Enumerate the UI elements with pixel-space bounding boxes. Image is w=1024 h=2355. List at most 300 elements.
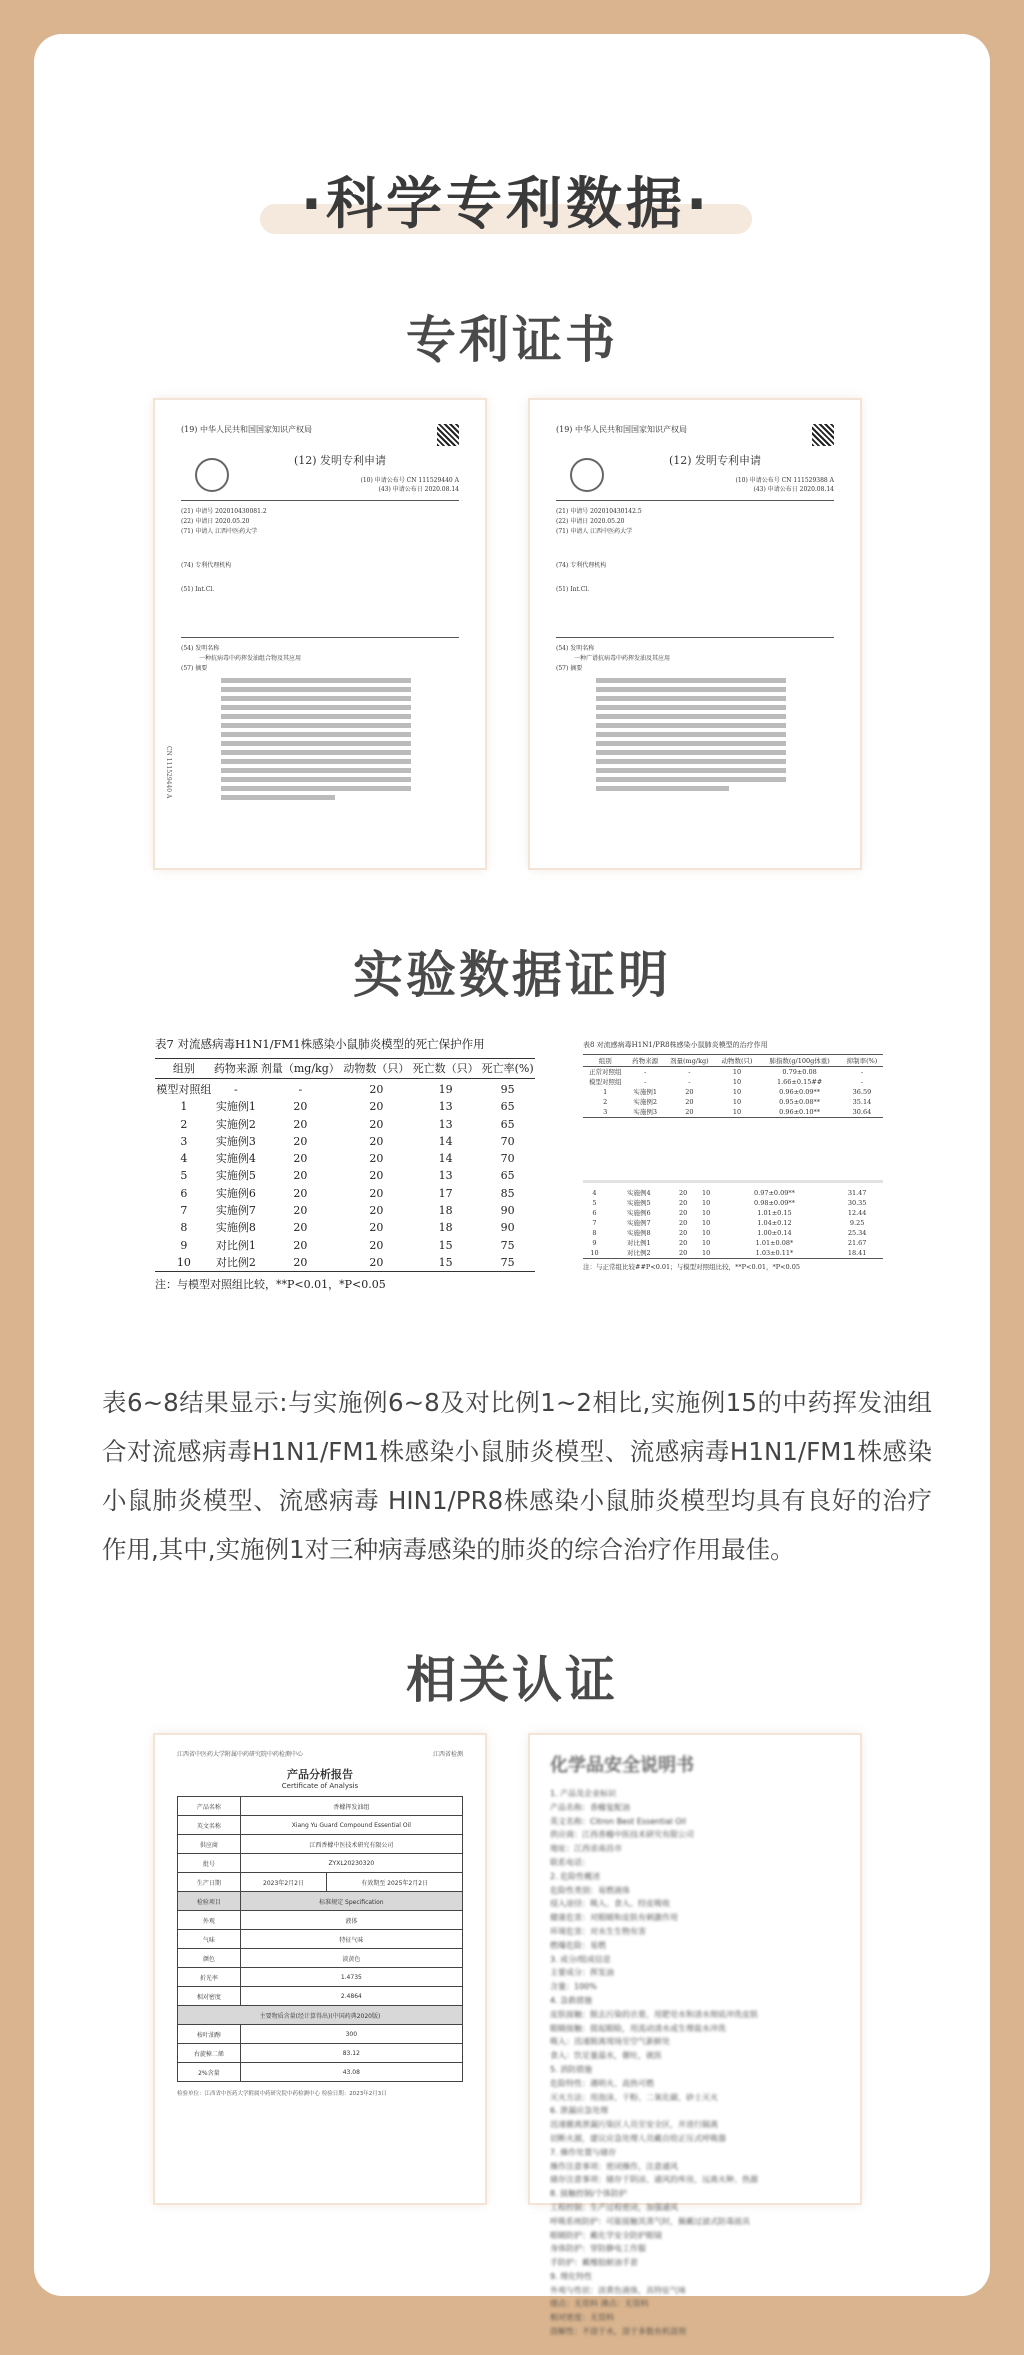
table-cell: 实施例4 bbox=[215, 1152, 256, 1166]
coa-row bbox=[178, 1949, 463, 1968]
coa-value-cell: 有效期至 2025年2月2日 bbox=[327, 1873, 463, 1892]
table-cell: 20 bbox=[369, 1117, 384, 1131]
patent-type: (12) 发明专利申请 bbox=[293, 454, 387, 467]
table-cell: - bbox=[298, 1083, 303, 1096]
results-paragraph: 表6~8结果显示:与实施例6~8及对比例1~2相比,实施例15的中药挥发油组合对流感病毒H1N1/FM1株感染小鼠肺炎模型、流感病毒H1N1/FM1株感染小鼠肺炎模型、流感病毒 HIN1/PR8株感染小鼠肺炎模型均具有良好的治疗作用,其中,实施例1对三种病毒感染的肺炎的综合治疗作用最佳。 bbox=[102, 1388, 932, 1564]
coa-label-cell: 产品名称 bbox=[178, 1797, 241, 1816]
table-cell: 2 bbox=[180, 1117, 188, 1131]
patent-type: (12) 发明专利申请 bbox=[668, 454, 762, 467]
table-row bbox=[583, 1218, 883, 1228]
patent-biblio bbox=[181, 507, 459, 631]
table-cell: 35.14 bbox=[852, 1098, 872, 1106]
main-title: ·科学专利数据· bbox=[300, 172, 712, 237]
table8-bottom bbox=[583, 1188, 883, 1259]
table-row bbox=[583, 1198, 883, 1208]
table-cell: 1 bbox=[603, 1088, 608, 1096]
table-cell: 20 bbox=[679, 1189, 688, 1197]
table-row bbox=[583, 1107, 883, 1118]
coa-row bbox=[178, 1930, 463, 1949]
msds-line: 危险性类别：易燃液体 bbox=[550, 1885, 630, 1895]
table-row bbox=[583, 1087, 883, 1097]
table-header-cell: 抑制率(%) bbox=[841, 1055, 883, 1067]
table-header-cell: 药物来源 bbox=[213, 1059, 259, 1079]
qr-code-icon bbox=[812, 424, 834, 446]
table-cell: 36.59 bbox=[852, 1088, 872, 1096]
table-cell: 实施例2 bbox=[633, 1098, 657, 1106]
patent-app-no: (21) 申请号 202010430081.2 bbox=[181, 508, 267, 515]
table-cell: 对比例1 bbox=[215, 1238, 256, 1252]
coa-label-cell: 英文名称 bbox=[178, 1816, 241, 1835]
patent-app-date: (22) 申请日 2020.05.20 bbox=[556, 518, 625, 525]
table-cell: - bbox=[233, 1083, 238, 1096]
table-cell: 20 bbox=[685, 1108, 694, 1116]
table-cell: 10 bbox=[702, 1249, 711, 1257]
coa-value-cell: 液体 bbox=[240, 1911, 462, 1930]
coa-value-cell: 2.4864 bbox=[240, 1987, 462, 2006]
table-cell: 6 bbox=[592, 1209, 597, 1217]
msds-line: 灭火方法：用泡沫、干粉、二氧化碳、砂土灭火 bbox=[550, 2092, 718, 2102]
coa-label-cell: 折光率 bbox=[178, 1968, 241, 1987]
table-cell: 5 bbox=[180, 1169, 188, 1183]
coa-row bbox=[178, 1816, 463, 1835]
patent-biblio bbox=[556, 507, 834, 631]
table-cell: 20 bbox=[369, 1083, 384, 1096]
table-header-cell: 剂量（mg/kg） bbox=[259, 1059, 342, 1079]
coa-label-cell: 外观 bbox=[178, 1911, 241, 1930]
msds-line: 侵入途径：吸入、食入、经皮吸收 bbox=[550, 1899, 670, 1909]
table-cell: 14 bbox=[438, 1134, 453, 1148]
patent-document-2 bbox=[530, 400, 860, 868]
table-cell: - bbox=[688, 1068, 691, 1076]
table-row bbox=[583, 1228, 883, 1238]
table-row bbox=[155, 1167, 535, 1184]
table-cell: 30.64 bbox=[852, 1108, 872, 1116]
table-cell: 75 bbox=[500, 1238, 515, 1252]
section-title-experiments: 实验数据证明 bbox=[353, 946, 671, 1004]
table-row bbox=[583, 1067, 883, 1078]
table-row bbox=[155, 1150, 535, 1167]
patent-abstract-label: (57) 摘要 bbox=[181, 665, 208, 672]
experiment-table-8 bbox=[583, 1040, 883, 1332]
table-cell: 65 bbox=[500, 1117, 515, 1131]
table-cell: 4 bbox=[592, 1189, 597, 1197]
coa-lab-name: 江西省中医药大学附属中药研究院中药检测中心 bbox=[177, 1751, 304, 1758]
table-cell: 3 bbox=[180, 1134, 188, 1148]
patent-applicant: (71) 申请人 江西中医药大学 bbox=[556, 528, 633, 535]
msds-line: 2. 危险性概述 bbox=[550, 1871, 601, 1881]
table-header-cell: 药物来源 bbox=[627, 1055, 663, 1067]
coa-row bbox=[178, 2044, 463, 2063]
patent-office-logo-icon bbox=[570, 458, 604, 492]
coa-title: 产品分析报告 bbox=[287, 1768, 353, 1781]
table-row bbox=[155, 1237, 535, 1254]
msds-line: 相对密度：无资料 bbox=[550, 2313, 614, 2323]
msds-line: 9. 理化特性 bbox=[550, 2271, 593, 2281]
table-cell: 70 bbox=[500, 1134, 515, 1148]
table-cell: 75 bbox=[500, 1255, 515, 1269]
patent-name-label: (54) 发明名称 bbox=[181, 645, 220, 652]
table-cell: 9 bbox=[180, 1238, 188, 1252]
table-cell: 模型对照组 bbox=[588, 1078, 622, 1086]
coa-value-cell: ZYXL20230320 bbox=[240, 1854, 462, 1873]
msds-line: 主要成分：挥发油 bbox=[550, 1968, 614, 1978]
coa-label-cell: 相对密度 bbox=[178, 1987, 241, 2006]
table-cell: 12.44 bbox=[847, 1209, 867, 1217]
table-cell: 0.97±0.09** bbox=[754, 1189, 795, 1197]
table-cell: 13 bbox=[438, 1117, 453, 1131]
patent-header bbox=[181, 424, 459, 446]
section-title-patents: 专利证书 bbox=[406, 311, 618, 369]
patent-agency: (74) 专利代理机构 bbox=[556, 562, 607, 569]
table-cell: - bbox=[688, 1078, 691, 1086]
msds-line: 切断火源，建议应急处理人员戴自给正压式呼吸器 bbox=[550, 2133, 726, 2143]
table-cell: 1.04±0.12 bbox=[757, 1219, 792, 1227]
msds-line: 健康危害：对眼睛和皮肤有刺激作用 bbox=[550, 1913, 678, 1923]
coa-mid-header bbox=[178, 2006, 463, 2025]
table-cell: 20 bbox=[369, 1204, 384, 1218]
table-cell: 10 bbox=[702, 1209, 711, 1217]
table-cell: 10 bbox=[702, 1229, 711, 1237]
msds-line: 熔点：无资料 沸点：无资料 bbox=[550, 2299, 649, 2309]
table-cell: 20 bbox=[369, 1221, 384, 1235]
table-cell: 20 bbox=[293, 1186, 308, 1200]
table-cell: 0.98±0.09** bbox=[754, 1199, 795, 1207]
table-cell: 10 bbox=[702, 1199, 711, 1207]
table-cell: 实施例7 bbox=[215, 1204, 256, 1218]
table-cell: 10 bbox=[732, 1078, 742, 1086]
msds-line: 溶解性：不溶于水，溶于多数有机溶剂 bbox=[550, 2327, 686, 2337]
msds-line: 3. 成分/组成信息 bbox=[550, 1954, 611, 1964]
patent-header bbox=[556, 424, 834, 446]
main-title-block bbox=[260, 160, 752, 236]
table-cell: 20 bbox=[679, 1239, 688, 1247]
qr-code-icon bbox=[437, 424, 459, 446]
msds-line: 产品名称：香橼复配油 bbox=[550, 1802, 630, 1812]
table-cell: 20 bbox=[679, 1199, 688, 1207]
patent-pub-date: (43) 申请公布日 2020.08.14 bbox=[378, 486, 459, 493]
table-cell: 正常对照组 bbox=[588, 1068, 622, 1076]
table-cell: 21.67 bbox=[847, 1239, 867, 1247]
msds-line: 含量：100% bbox=[550, 1982, 597, 1992]
coa-row bbox=[178, 2025, 463, 2044]
coa-value-cell: 43.08 bbox=[240, 2063, 462, 2082]
table-cell: 20 bbox=[369, 1152, 384, 1166]
table-cell: 20 bbox=[685, 1088, 694, 1096]
table-cell: 90 bbox=[500, 1204, 515, 1218]
msds-line: 身体防护：穿防静电工作服 bbox=[550, 2244, 646, 2254]
patent-abstract-text bbox=[221, 678, 411, 800]
patent-name-label: (54) 发明名称 bbox=[556, 645, 595, 652]
msds-line: 4. 急救措施 bbox=[550, 1995, 593, 2005]
table-cell: 20 bbox=[369, 1238, 384, 1252]
table-cell: 20 bbox=[293, 1221, 308, 1235]
table-cell: 14 bbox=[438, 1152, 453, 1166]
table-cell: 实施例5 bbox=[627, 1199, 651, 1207]
table-row bbox=[155, 1116, 535, 1133]
table-cell: 实施例5 bbox=[215, 1169, 256, 1183]
table-cell: 实施例2 bbox=[215, 1117, 256, 1131]
table-cell: 9 bbox=[592, 1239, 597, 1247]
coa-value-cell: 1.4735 bbox=[240, 1968, 462, 1987]
table8-top bbox=[583, 1054, 883, 1118]
coa-subtitle: Certificate of Analysis bbox=[281, 1782, 359, 1790]
table-cell: 65 bbox=[500, 1169, 515, 1183]
table-header-cell: 死亡率(%) bbox=[480, 1059, 535, 1079]
table-cell: 19 bbox=[438, 1083, 453, 1096]
table-cell: - bbox=[860, 1078, 864, 1086]
table7-caption: 表7 对流感病毒H1N1/FM1株感染小鼠肺炎模型的死亡保护作用 bbox=[155, 1037, 485, 1051]
table-cell: 1.00±0.14 bbox=[757, 1229, 792, 1237]
table8-header-row bbox=[583, 1055, 883, 1067]
table-cell: 20 bbox=[293, 1255, 308, 1269]
table-header-cell: 组别 bbox=[155, 1059, 213, 1079]
table-cell: 10 bbox=[732, 1088, 742, 1096]
table-cell: 1.01±0.08* bbox=[755, 1239, 794, 1247]
table-row bbox=[155, 1133, 535, 1150]
table-cell: 对比例1 bbox=[627, 1239, 651, 1247]
coa-spec-header bbox=[178, 1892, 463, 1911]
table-cell: 20 bbox=[369, 1186, 384, 1200]
table7-header-row bbox=[155, 1059, 535, 1079]
table-header-cell: 组别 bbox=[583, 1055, 627, 1067]
msds-line: 英文名称：Citron Best Essential Oil bbox=[550, 1816, 686, 1826]
msds-line: 工程控制：生产过程密闭，加强通风 bbox=[550, 2202, 678, 2212]
table-cell: 实施例3 bbox=[633, 1108, 657, 1116]
table-cell: 20 bbox=[685, 1098, 694, 1106]
msds-line: 眼睛防护：戴化学安全防护眼镜 bbox=[550, 2230, 662, 2240]
table-row bbox=[155, 1219, 535, 1236]
table-cell: 0.96±0.09** bbox=[779, 1088, 821, 1096]
msds-line: 迅速撤离泄漏污染区人员至安全区，并进行隔离 bbox=[550, 2120, 718, 2130]
table8-gap bbox=[583, 1118, 883, 1188]
msds-line: 6. 泄漏应急处理 bbox=[550, 2106, 609, 2116]
patent-name: 一种广谱抗病毒中药挥发油及其应用 bbox=[574, 655, 671, 662]
table-cell: - bbox=[644, 1068, 647, 1076]
table-cell: 20 bbox=[679, 1249, 688, 1257]
patent-agency: (74) 专利代理机构 bbox=[181, 562, 232, 569]
table-cell: 8 bbox=[180, 1221, 188, 1235]
msds-line: 联系电话： bbox=[550, 1857, 590, 1867]
table-cell: 10 bbox=[702, 1239, 711, 1247]
table-row bbox=[155, 1202, 535, 1219]
table-cell: 20 bbox=[679, 1209, 688, 1217]
patent-office: (19) 中华人民共和国国家知识产权局 bbox=[181, 425, 312, 434]
table-cell: 对比例2 bbox=[627, 1249, 651, 1257]
coa-label-cell: 生产日期 bbox=[178, 1873, 241, 1892]
coa-value-cell: 特征气味 bbox=[240, 1930, 462, 1949]
table-cell: 10 bbox=[702, 1189, 711, 1197]
table-cell: 10 bbox=[732, 1108, 742, 1116]
msds-document bbox=[530, 1735, 860, 2337]
table-row bbox=[583, 1077, 883, 1087]
table-cell: 10 bbox=[176, 1255, 191, 1269]
table-cell: - bbox=[644, 1078, 647, 1086]
coa-label-cell: 2%含量 bbox=[178, 2063, 241, 2082]
table-cell: 13 bbox=[438, 1100, 453, 1114]
table-cell: 0.95±0.08** bbox=[779, 1098, 821, 1106]
table-cell: 10 bbox=[732, 1098, 742, 1106]
coa-label-cell: 桉叶油醇 bbox=[178, 2025, 241, 2044]
table-cell: 6 bbox=[180, 1186, 188, 1200]
patent-pub-no: (10) 申请公布号 CN 111529388 A bbox=[735, 477, 834, 484]
table-cell: 17 bbox=[438, 1186, 453, 1200]
table-row bbox=[155, 1098, 535, 1115]
patent-applicant: (71) 申请人 江西中医药大学 bbox=[181, 528, 258, 535]
table-cell: 13 bbox=[438, 1169, 453, 1183]
table-cell: 8 bbox=[592, 1229, 597, 1237]
table-cell: 0.79±0.08 bbox=[782, 1068, 817, 1076]
patent-app-no: (21) 申请号 202010430142.5 bbox=[556, 508, 642, 515]
section-title-certifications: 相关认证 bbox=[406, 1651, 618, 1709]
msds-line: 1. 产品及企业标识 bbox=[550, 1789, 617, 1798]
table-cell: 25.34 bbox=[847, 1229, 867, 1237]
msds-line: 食入：饮足量温水，催吐，就医 bbox=[550, 2051, 662, 2061]
table-cell: 10 bbox=[702, 1219, 711, 1227]
table-cell: 实施例7 bbox=[627, 1219, 651, 1227]
table-cell: 1 bbox=[180, 1100, 188, 1114]
msds-line: 地址：江西省南昌市 bbox=[550, 1844, 622, 1854]
coa-top bbox=[177, 1749, 463, 1758]
table-cell: 20 bbox=[293, 1117, 308, 1131]
patent-office: (19) 中华人民共和国国家知识产权局 bbox=[556, 425, 687, 434]
coa-row bbox=[178, 2063, 463, 2082]
coa-value-cell: 淡黄色 bbox=[240, 1949, 462, 1968]
table-header-cell: 动物数(只) bbox=[716, 1055, 758, 1067]
coa-value-cell: 香橼挥发油组 bbox=[240, 1797, 462, 1816]
table-cell: 实施例4 bbox=[627, 1189, 651, 1197]
msds-line: 操作注意事项：密闭操作，注意通风 bbox=[550, 2161, 678, 2171]
table-cell: 20 bbox=[293, 1152, 308, 1166]
msds-line: 7. 操作处置与储存 bbox=[550, 2147, 617, 2157]
coa-row bbox=[178, 1911, 463, 1930]
table-header-cell: 剂量(mg/kg) bbox=[663, 1055, 716, 1067]
table-cell: 20 bbox=[369, 1100, 384, 1114]
patent-abstract-text bbox=[596, 678, 786, 791]
table-cell: 20 bbox=[679, 1219, 688, 1227]
msds-line: 手防护：戴橡胶耐油手套 bbox=[550, 2258, 638, 2268]
coa-row bbox=[178, 1873, 463, 1892]
msds-line: 吸入：迅速脱离现场至空气新鲜处 bbox=[550, 2037, 670, 2047]
coa-row bbox=[178, 1854, 463, 1873]
table-cell: 2 bbox=[603, 1098, 608, 1106]
coa-row bbox=[178, 1968, 463, 1987]
msds-line: 燃爆危险：易燃 bbox=[550, 1940, 606, 1950]
table-cell: - bbox=[860, 1068, 864, 1076]
coa-header-cell: 标准规定 Specification bbox=[240, 1892, 462, 1911]
table-row bbox=[155, 1185, 535, 1202]
table-cell: 20 bbox=[293, 1100, 308, 1114]
patent-name: 一种抗病毒中药挥发油组合物及其应用 bbox=[199, 655, 302, 662]
table-cell: 7 bbox=[592, 1219, 597, 1227]
table-cell: 1.03±0.11* bbox=[755, 1249, 794, 1257]
table-cell: 20 bbox=[369, 1255, 384, 1269]
table-row bbox=[583, 1208, 883, 1218]
table-cell: 7 bbox=[180, 1204, 188, 1218]
table-cell: 实施例6 bbox=[215, 1186, 256, 1200]
table-cell: 1.66±0.15## bbox=[776, 1078, 823, 1086]
table-cell: 20 bbox=[293, 1238, 308, 1252]
table-header-cell: 动物数（只） bbox=[342, 1059, 411, 1079]
msds-line: 储存注意事项：储存于阴凉、通风的库房，远离火种、热源 bbox=[550, 2175, 758, 2185]
table-cell: 20 bbox=[293, 1169, 308, 1183]
msds-line: 皮肤接触：脱去污染的衣着，用肥皂水和清水彻底冲洗皮肤 bbox=[550, 2009, 758, 2019]
table-cell: 20 bbox=[293, 1134, 308, 1148]
table-cell: 20 bbox=[369, 1134, 384, 1148]
table-cell: 20 bbox=[369, 1169, 384, 1183]
table-cell: 实施例1 bbox=[633, 1088, 657, 1096]
experiment-table-7 bbox=[155, 1036, 535, 1332]
table-header-cell: 肺指数(g/100g体重) bbox=[758, 1055, 841, 1067]
table-cell: 30.35 bbox=[847, 1199, 867, 1207]
table-cell: 18 bbox=[438, 1221, 453, 1235]
coa-lab-tag: 江西省检测 bbox=[432, 1751, 463, 1758]
table-cell: 实施例8 bbox=[627, 1229, 651, 1237]
coa-row bbox=[178, 1797, 463, 1816]
table-cell: 85 bbox=[500, 1186, 515, 1200]
coa-row bbox=[178, 1835, 463, 1854]
msds-line: 环境危害：对水生生物有害 bbox=[550, 1926, 646, 1936]
table-cell: 对比例2 bbox=[215, 1255, 256, 1269]
coa-label-cell: 右旋樟二烯 bbox=[178, 2044, 241, 2063]
table-row bbox=[583, 1097, 883, 1107]
patent-pub-date: (43) 申请公布日 2020.08.14 bbox=[753, 486, 834, 493]
table-row bbox=[583, 1248, 883, 1259]
table7-body bbox=[155, 1079, 535, 1272]
patent-office-logo-icon bbox=[195, 458, 229, 492]
coa-value-cell: 300 bbox=[240, 2025, 462, 2044]
coa-header-cell: 主要物质含量(经计算得出)(中国药典2020版) bbox=[178, 2006, 463, 2025]
table-cell: 20 bbox=[679, 1229, 688, 1237]
certificate-of-analysis bbox=[155, 1735, 485, 2203]
patent-int-cl: (51) Int.Cl. bbox=[556, 586, 590, 593]
table-cell: 实施例1 bbox=[215, 1100, 256, 1114]
table7 bbox=[155, 1058, 535, 1272]
patent-abstract bbox=[556, 644, 834, 674]
coa-label-cell: 颜色 bbox=[178, 1949, 241, 1968]
table-cell: 70 bbox=[500, 1152, 515, 1166]
table-cell: 15 bbox=[438, 1238, 453, 1252]
table-header-cell: 死亡数（只） bbox=[411, 1059, 480, 1079]
msds-line: 眼睛接触：提起眼睑，用流动清水或生理盐水冲洗 bbox=[550, 2023, 726, 2033]
table-cell: 实施例3 bbox=[215, 1134, 256, 1148]
table8-body-bottom bbox=[583, 1188, 883, 1259]
table-cell: 15 bbox=[438, 1255, 453, 1269]
patent-document-1 bbox=[155, 400, 485, 868]
coa-row bbox=[178, 1987, 463, 2006]
msds-title: 化学品安全说明书 bbox=[550, 1755, 694, 1776]
table-cell: 实施例8 bbox=[215, 1221, 256, 1235]
coa-footer: 检验单位：江西省中医药大学附属中药研究院中药检测中心 检验日期：2023年2月3日 bbox=[177, 2091, 387, 2097]
table-row bbox=[583, 1238, 883, 1248]
coa-value-cell: 83.12 bbox=[240, 2044, 462, 2063]
table-cell: 10 bbox=[732, 1068, 742, 1076]
msds-line: 危险特性：遇明火、高热可燃 bbox=[550, 2078, 654, 2088]
table8-caption: 表8 对流感病毒H1N1/PR8株感染小鼠肺炎模型的治疗作用 bbox=[583, 1041, 768, 1049]
coa-table-body bbox=[178, 1797, 463, 2082]
table-row bbox=[155, 1079, 535, 1099]
table-cell: 31.47 bbox=[847, 1189, 867, 1197]
msds-line: 5. 消防措施 bbox=[550, 2064, 593, 2074]
patent-pub-no: (10) 申请公布号 CN 111529440 A bbox=[360, 477, 459, 484]
table-row bbox=[155, 1254, 535, 1272]
patent-app-date: (22) 申请日 2020.05.20 bbox=[181, 518, 250, 525]
coa-value-cell: 2023年2月2日 bbox=[240, 1873, 327, 1892]
coa-value-cell: 江西香橼中医技术研究有限公司 bbox=[240, 1835, 462, 1854]
table-cell: 4 bbox=[180, 1152, 188, 1166]
coa-value-cell: Xiang Yu Guard Compound Essential Oil bbox=[240, 1816, 462, 1835]
table-cell: 18 bbox=[438, 1204, 453, 1218]
coa-label-cell: 气味 bbox=[178, 1930, 241, 1949]
